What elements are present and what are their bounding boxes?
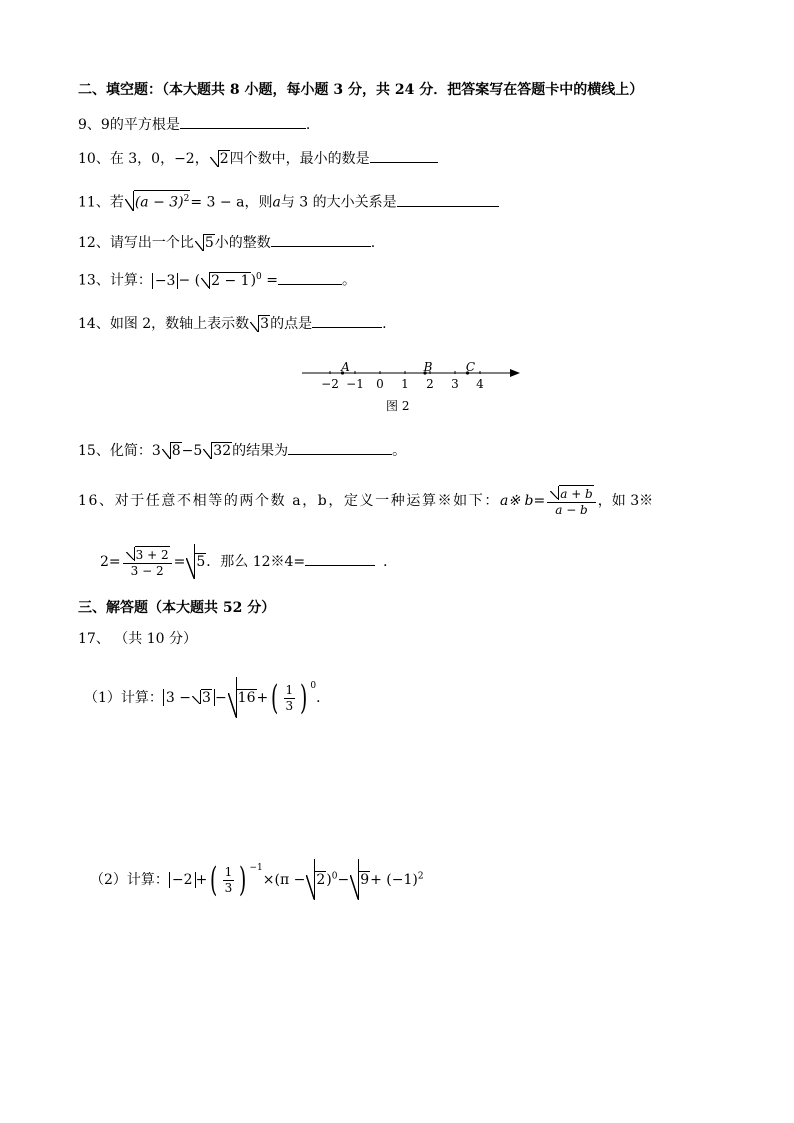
question-17-part-1: （1）计算： 3 − 3 − 16+( $\frac{1}{3}$ ) $^0$． — [84, 678, 331, 718]
point-label-b: B — [423, 360, 433, 374]
question-15: 15、化简：3 8−5 32的结果为 。 — [78, 440, 406, 461]
arrow-right-icon — [510, 369, 520, 377]
tick-label: 4 — [476, 377, 484, 391]
answer-blank-14[interactable] — [312, 313, 382, 328]
tick-label: 0 — [376, 377, 384, 391]
sqrt-symbol: 16 — [228, 676, 257, 720]
absolute-value: 3 − 3 — [163, 689, 215, 706]
definition-fraction: $\frac{a + b}{a - b}$ — [547, 485, 596, 518]
answer-blank-16[interactable] — [305, 551, 375, 566]
tick-label: −1 — [346, 377, 364, 391]
tick-label: 2 — [426, 377, 434, 391]
number-line-figure — [298, 355, 528, 417]
absolute-value: −2 — [169, 872, 196, 888]
sqrt-symbol: 9 — [350, 858, 370, 902]
answer-blank-15[interactable] — [288, 440, 392, 455]
figure-caption: 图 2 — [386, 399, 410, 413]
question-16-example: 2= $\frac{3 + 2}{3 - 2}$ = 5．那么 12※4= ． — [100, 543, 397, 581]
fraction-one-third: $\frac{1}{3}$ — [224, 864, 233, 895]
question-17-header: 17、 （共 10 分） — [78, 631, 197, 647]
section-3-title: 三、解答题（本大题共 52 分） — [78, 600, 276, 616]
fraction-one-third: $\frac{1}{3}$ — [285, 682, 294, 713]
answer-blank-13[interactable] — [278, 270, 342, 285]
question-9: 9、9的平方根是 . — [78, 114, 310, 135]
sqrt-symbol: 5 — [195, 233, 215, 253]
answer-blank-10[interactable] — [370, 148, 438, 163]
sqrt-symbol: 2 − 1 — [201, 271, 250, 291]
question-17-part-2: （2）计算： −2 +( $\frac{1}{3}$ ) $^{-1}\times(\pi - 2)^0- 9+ (-1)^2$ — [90, 860, 424, 900]
tick-label: 1 — [401, 377, 409, 391]
sqrt-symbol: 2 — [306, 858, 326, 902]
answer-blank-12[interactable] — [271, 232, 371, 247]
answer-blank-11[interactable] — [397, 192, 499, 207]
question-13: 13、计算： −3 − ( 2 − 1)$^0$ = 。 — [78, 267, 356, 291]
absolute-value: −3 — [152, 273, 179, 289]
question-14: 14、如图 2，数轴上表示数 3的点是 . — [78, 313, 387, 334]
question-11: 11、若 $(a - 3)^2= 3 - a$，则a与 3 的大小关系是 — [78, 190, 499, 213]
section-2-title: 二、填空题：（本大题共 8 小题，每小题 3 分，共 24 分．把答案写在答题卡中的横线上） — [78, 82, 644, 98]
sqrt-symbol: 3 — [250, 314, 270, 334]
point-label-c: C — [465, 360, 476, 374]
point-label-a: A — [341, 360, 350, 374]
question-12: 12、请写出一个比 5小的整数 . — [78, 232, 375, 253]
sqrt-symbol: 32 — [203, 441, 232, 461]
sqrt-symbol: 8 — [162, 441, 182, 461]
tick-label: −2 — [321, 377, 339, 391]
example-fraction: $\frac{3 + 2}{3 - 2}$ — [123, 546, 172, 579]
answer-blank-9[interactable] — [180, 114, 306, 129]
tick-label: 3 — [451, 377, 459, 391]
sqrt-symbol: 5 — [186, 543, 206, 581]
sqrt-symbol: $(a - 3)^2$ — [125, 190, 191, 213]
question-16: 16、对于任意不相等的两个数 a，b，定义一种运算※如下：a※ b= $\frac{a + b}{a - b}$ ，如 3※ — [78, 486, 654, 517]
sqrt-symbol: 2 — [210, 149, 230, 169]
question-10: 10、在 3，0，−2， 2四个数中，最小的数是 — [78, 148, 438, 169]
